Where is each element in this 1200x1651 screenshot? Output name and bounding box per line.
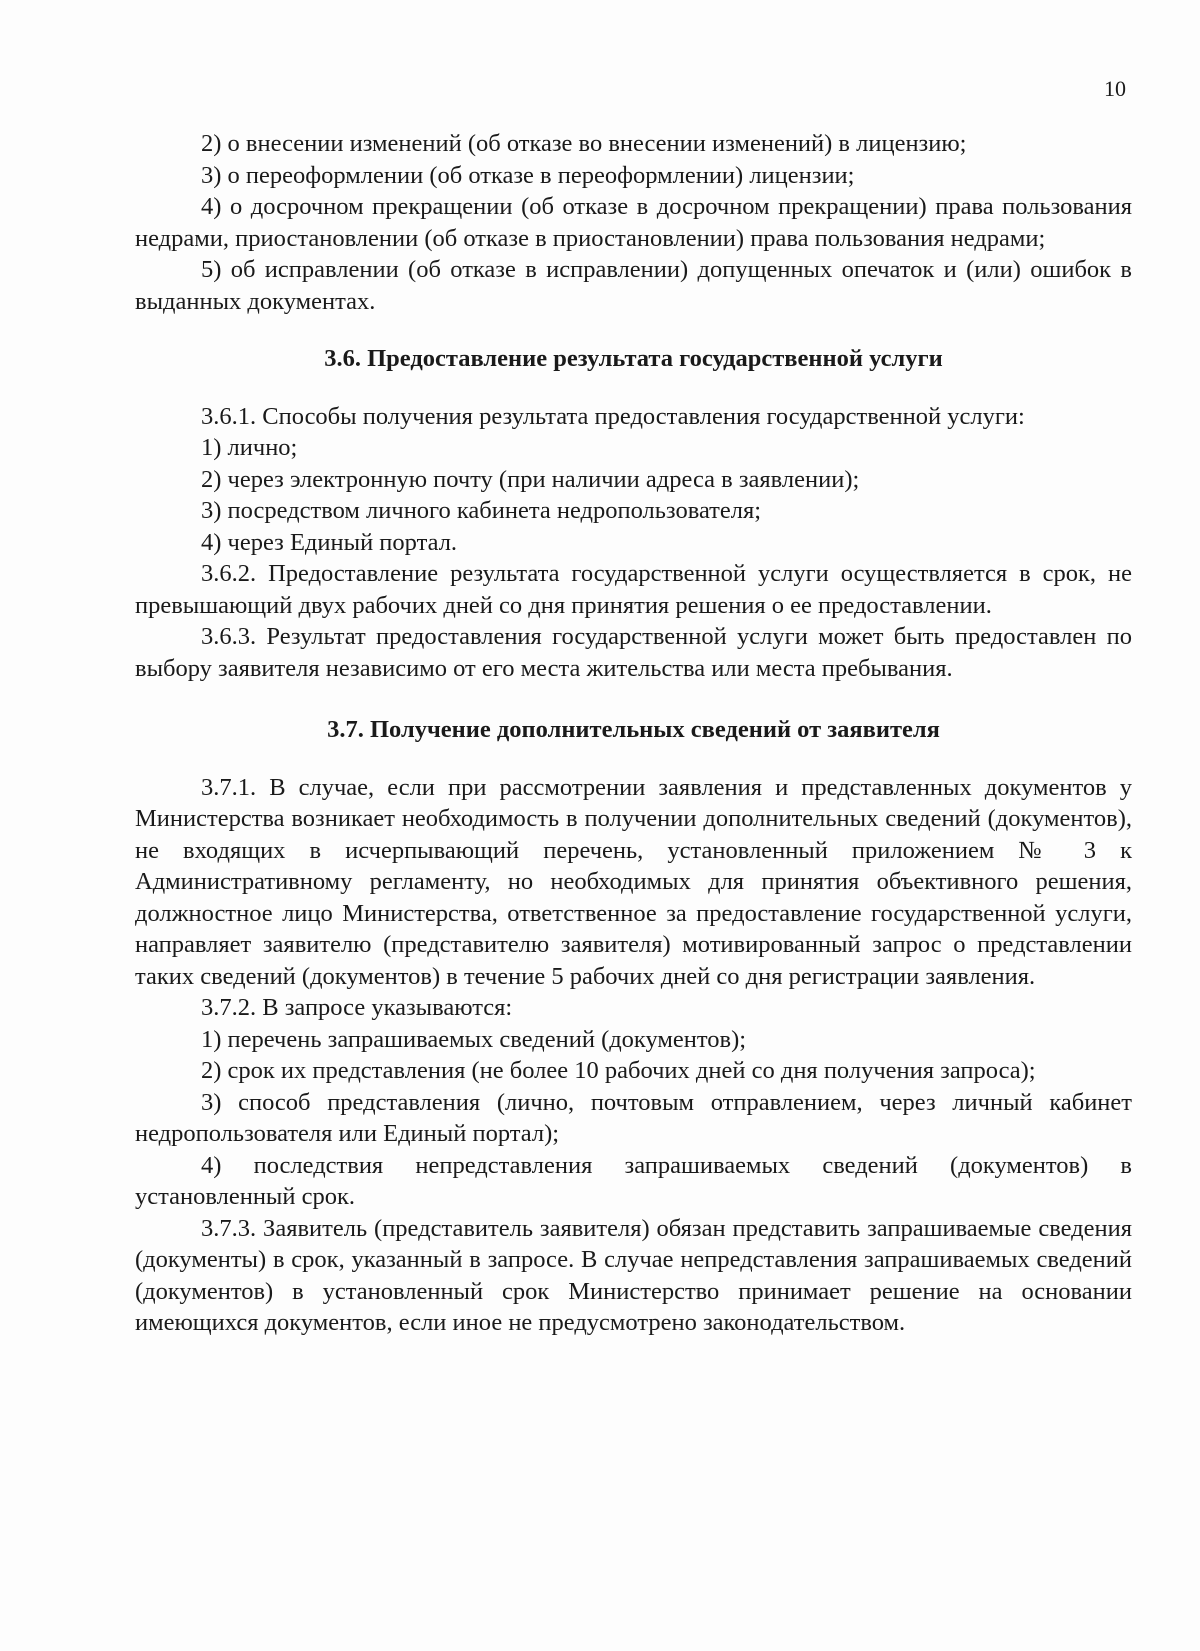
page-number: 10 bbox=[1104, 76, 1126, 101]
paragraph: 3.7.3. Заявитель (представитель заявителя) обязан представить запрашиваемые сведения (документы) в срок, указанный в запросе. В случае непредставления запрашиваемых сведений (документов) в установленный срок Министерство принимает решение на основании имеющихся документов, если иное не предусмотрено законодательством. bbox=[135, 1214, 1132, 1336]
paragraph: 4) о досрочном прекращении (об отказе в досрочном прекращении) права пользования недрами, приостановлении (об отказе в приостановлении) права пользования недрами; bbox=[135, 193, 1132, 252]
paragraph: 3.6.2. Предоставление результата государственной услуги осуществляется в срок, не превышающий двух рабочих дней со дня принятия решения о ее предоставлении. bbox=[135, 560, 1132, 619]
paragraph: 5) об исправлении (об отказе в исправлении) допущенных опечаток и (или) ошибок в выданных документах. bbox=[135, 256, 1132, 315]
paragraph: 3.7.1. В случае, если при рассмотрении заявления и представленных документов у Министерства возникает необходимость в получении дополнительных сведений (документов), не входящих в исчерпывающий перечень, установленный приложением № 3 к Административному регламенту, но необходимых для принятия объективного решения, должностное лицо Министерства, ответственное за предоставление государственной услуги, направляет заявителю (представителю заявителя) мотивированный запрос о представлении таких сведений (документов) в течение 5 рабочих дней со дня регистрации заявления. bbox=[135, 773, 1132, 990]
paragraph: 2) о внесении изменений (об отказе во внесении изменений) в лицензию; bbox=[201, 130, 967, 157]
list-item: 3) посредством личного кабинета недропользователя; bbox=[201, 497, 762, 524]
paragraph: 3.7.2. В запросе указываются: bbox=[201, 994, 513, 1021]
list-item: 2) через электронную почту (при наличии адреса в заявлении); bbox=[201, 465, 860, 493]
list-item: 1) перечень запрашиваемых сведений (документов); bbox=[201, 1025, 747, 1053]
list-item: 4) последствия непредставления запрашиваемых сведений (документов) в установленный срок. bbox=[135, 1151, 1132, 1210]
paragraph: 3.6.1. Способы получения результата предоставления государственной услуги: bbox=[201, 402, 1025, 430]
list-item: 3) способ представления (лично, почтовым отправлением, через личный кабинет недропользователя или Единый портал); bbox=[135, 1088, 1132, 1147]
section-heading-3-7: 3.7. Получение дополнительных сведений от заявителя bbox=[327, 716, 940, 743]
paragraph: 3.6.3. Результат предоставления государственной услуги может быть предоставлен по выбору заявителя независимо от его места жительства или места пребывания. bbox=[135, 623, 1132, 682]
list-item: 4) через Единый портал. bbox=[201, 528, 458, 556]
document-body bbox=[135, 128, 1132, 1339]
paragraph: 3) о переоформлении (об отказе в переоформлении) лицензии; bbox=[201, 161, 855, 189]
section-heading-3-6: 3.6. Предоставление результата государственной услуги bbox=[324, 345, 943, 372]
list-item: 1) лично; bbox=[201, 434, 298, 461]
list-item: 2) срок их представления (не более 10 рабочих дней со дня получения запроса); bbox=[201, 1057, 1036, 1084]
